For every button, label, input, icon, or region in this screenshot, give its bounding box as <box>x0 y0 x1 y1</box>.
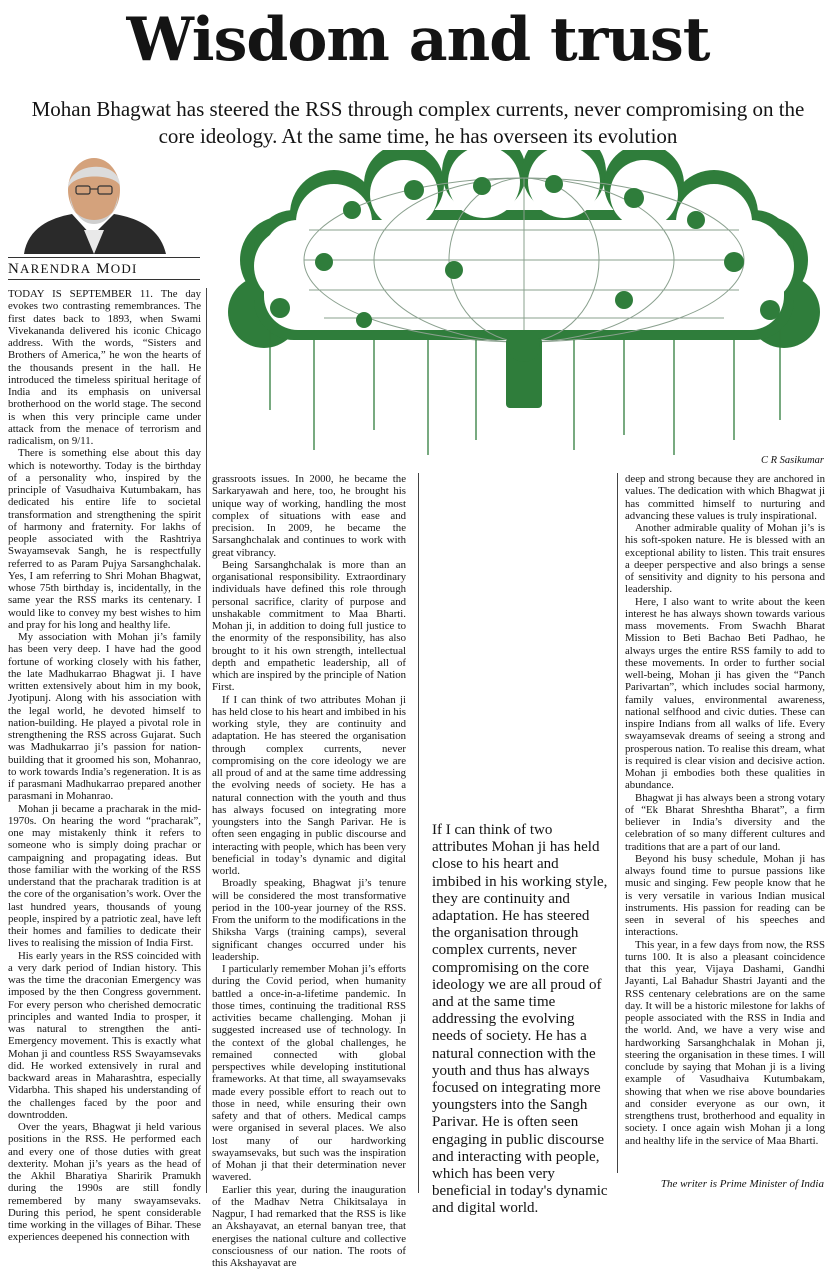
pull-quote: If I can think of two attributes Mohan ji has held close to his heart and imbibed in his working style, they are continuity and adaptation. He has steered the organisation through complex currents, never compromising on the core ideology we are all proud of and at the same time addressing the evolving needs of society. He has a natural connection with the youth and thus has always focused on integrating more youngsters into the Sangh Parivar. He is often seen engaging in public discourse and interacting with people, which has been very beneficial in today's dynamic and digital world. <box>432 822 610 1218</box>
paragraph: Here, I also want to write about the keen interest he has always shown towards various mass movements. From Swachh Bharat Mission to Beti Bachao Beti Padhao, he always urges the entire RSS family to add to these movements. In order to further social well-being, Mohan ji has given the “Panch Parivartan”, which includes social harmony, family values, environmental awareness, national selfhood and civic duties. These can inspire Indians from all walks of life. Every swayamsevak dreams of seeing a strong and prosperous nation. To realise this dream, what is required is clear vision and decisive action. Mohan ji embodies both these qualities in abundance. <box>625 596 825 792</box>
column-rule <box>617 473 618 1173</box>
paragraph: Beyond his busy schedule, Mohan ji has always found time to pursue passions like music and singing. Few people know that he is very versatile in various Indian musical instruments. His passion for reading can be seen in several of his speeches and interactions. <box>625 853 825 939</box>
column-1 <box>8 288 201 1244</box>
author-footnote: The writer is Prime Minister of India <box>661 1178 824 1190</box>
deck: Mohan Bhagwat has steered the RSS through complex currents, never compromising on the core ideology. At the same time, he has overseen its evolution <box>28 96 808 150</box>
byline-last-rest: ODI <box>111 261 138 276</box>
column-rule <box>206 288 207 1193</box>
illustration-credit: C R Sasikumar <box>761 455 824 466</box>
paragraph: My association with Mohan ji’s family has been very deep. I have had the good fortune of working closely with his father, the late Madhukarrao Bhagwat ji. I have written extensively about him in my book, Jyotipunj. Along with his association with the legal world, he devoted himself to nation-building. He played a pivotal role in strengthening the RSS across Gujarat. Such was Madhukarrao ji’s passion for nation-building that it groomed his son, Mohanrao, to work towards India’s regeneration. It is as if parasmani Madhukarrao prepared another parasmani in Mohanrao. <box>8 631 201 803</box>
paragraph: There is something else about this day which is noteworthy. Today is the birthday of a personality who, inspired by the principle of Vasudhaiva Kutumbakam, has dedicated his entire life to societal transformation and strengthening the spirit of harmony and fraternity. For lakhs of people associated with the Rashtriya Swayamsevak Sangh, he is respectfully referred to as Param Pujya Sarsanghchalak. Yes, I am referring to Shri Mohan Bhagwat, whose 75th birthday is, incidentally, in the same year the RSS marks its centenary. I would like to convey my best wishes to him and pray for his long and healthy life. <box>8 447 201 631</box>
paragraph: If I can think of two attributes Mohan ji has held close to his heart and imbibed in his working style, they are continuity and adaptation. He has steered the organisation through complex currents, never compromising on the core ideology we are all proud of and at the same time addressing the evolving needs of society. He has a natural connection with the youth and thus has always focused on integrating more youngsters into the Sangh Parivar. He is often seen engaging in public discourse and interacting with people, which has been very beneficial in today’s dynamic and digital world. <box>212 694 406 878</box>
banyan-tree-globe-icon <box>214 150 824 462</box>
paragraph: TODAY IS SEPTEMBER 11. The day evokes two contrasting remembrances. The first dates back to 1893, when Swami Vivekananda delivered his iconic Chicago address. With the words, “Sisters and Brothers of America,” he won the hearts of the thousands present in the hall. He introduced the timeless spiritual heritage of India and its emphasis on universal brotherhood on the world stage. The second is when this very principle came under attack from the menace of terrorism and radicalism, on 9/11. <box>8 288 201 447</box>
paragraph: Another admirable quality of Mohan ji’s is his soft-spoken nature. He is blessed with an exceptional ability to listen. This trait ensures a deeper perspective and also brings a sense of sensitivity and dignity to his persona and leadership. <box>625 522 825 596</box>
byline <box>8 257 200 280</box>
byline-first-initial: N <box>8 261 20 277</box>
headline: Wisdom and trust <box>0 2 836 78</box>
paragraph: Being Sarsanghchalak is more than an organisational responsibility. Extraordinary individuals have defined this role through personal sacrifice, clarity of purpose and unshakable commitment to Maa Bharti. Mohan ji, in addition to doing full justice to the enormity of the responsibility, has also brought to it his own strength, intellectual depth and empathetic leadership, all of which are inspired by the principle of Nation First. <box>212 559 406 694</box>
paragraph: Broadly speaking, Bhagwat ji’s tenure will be considered the most transformative period in the 100-year journey of the RSS. From the uniform to the modifications in the Shiksha Vargs (training camps), several significant changes occurred under his leadership. <box>212 877 406 963</box>
paragraph: grassroots issues. In 2000, he became the Sarkaryawah and here, too, he brought his unique way of working, handling the most complex of situations with ease and precision. In 2009, he became the Sarsanghchalak and continues to work with great vibrancy. <box>212 473 406 559</box>
paragraph: Over the years, Bhagwat ji held various positions in the RSS. He performed each and every one of those duties with great dexterity. Mohan ji’s years as the head of the Akhil Bharatiya Sharirik Pramukh during the 1990s are still fondly remembered by many swayamsevaks. During this period, he spent considerable time working in the villages of Bihar. These experiences deepened his connection with <box>8 1121 201 1244</box>
byline-first-rest: ARENDRA <box>20 261 91 276</box>
column-rule <box>418 473 419 1193</box>
paragraph: Mohan ji became a pracharak in the mid-1970s. On hearing the word “pracharak”, one may mistakenly think it refers to someone who is simply doing prachar or campaigning and propagating ideas. But those familiar with the working of the RSS understand that the pracharak tradition is at the core of the organisation’s work. Over the last hundred years, thousands of young people, inspired by a patriotic zeal, have left their homes and families to dedicate their lives to realising the mission of India First. <box>8 803 201 950</box>
paragraph: I particularly remember Mohan ji’s efforts during the Covid period, when humanity battled a once-in-a-lifetime pandemic. In those times, continuing the traditional RSS activities became challenging. Mohan ji suggested increased use of technology. In the context of the global challenges, he remained connected with global perspectives while developing institutional frameworks. At that time, all swayamsevaks made every possible effort to reach out to those in need, while ensuring their own safety and that of others. Medical camps were organised in several places. We also lost many of our hardworking swayamsevaks, but such was the inspiration of Mohan ji that their determination never wavered. <box>212 963 406 1184</box>
author-portrait-icon <box>10 148 200 254</box>
column-3 <box>625 473 825 1147</box>
paragraph: Bhagwat ji has always been a strong votary of “Ek Bharat Shreshtha Bharat”, a firm believer in India’s diversity and the celebration of so many different cultures and traditions that are a part of our land. <box>625 792 825 853</box>
column-2 <box>212 473 406 1269</box>
paragraph: This year, in a few days from now, the RSS turns 100. It is also a pleasant coincidence that this year, Vijaya Dashami, Gandhi Jayanti, Lal Bahadur Shastri Jayanti and the RSS centenary celebrations are on the same day. It will be a historic milestone for lakhs of people associated with the RSS in India and the world. And, we have a very wise and hardworking Sarsanghchalak in Mohan ji, steering the organisation in these times. I will conclude by saying that Mohan ji is a living example of Vasudhaiva Kutumbakam, showing that when we rise above boundaries and consider everyone as our own, it strengthens trust, brotherhood and equality in society. I once again wish Mohan ji a long and healthy life in the service of Maa Bharti. <box>625 939 825 1147</box>
paragraph: His early years in the RSS coincided with a very dark period of Indian history. This was the time the draconian Emergency was imposed by the then Congress government. For every person who cherished democratic principles and wanted India to prosper, it was natural to strengthen the anti-Emergency movement. This is exactly what Mohan ji and countless RSS Swayamsevaks did. He worked extensively in rural and backward areas in Maharashtra, especially Vidarbha. This shaped his understanding of the challenges faced by the poor and downtrodden. <box>8 950 201 1122</box>
byline-last-initial: M <box>96 261 111 277</box>
paragraph: Earlier this year, during the inauguration of the Madhav Netra Chikitsalaya in Nagpur, I had remarked that the RSS is like an Akshayavat, an eternal banyan tree, that energises the national culture and collective consciousness of our nation. The roots of this Akshayavat are <box>212 1184 406 1269</box>
paragraph: deep and strong because they are anchored in values. The dedication with which Bhagwat ji has committed himself to nurturing and advancing these values is truly inspirational. <box>625 473 825 522</box>
